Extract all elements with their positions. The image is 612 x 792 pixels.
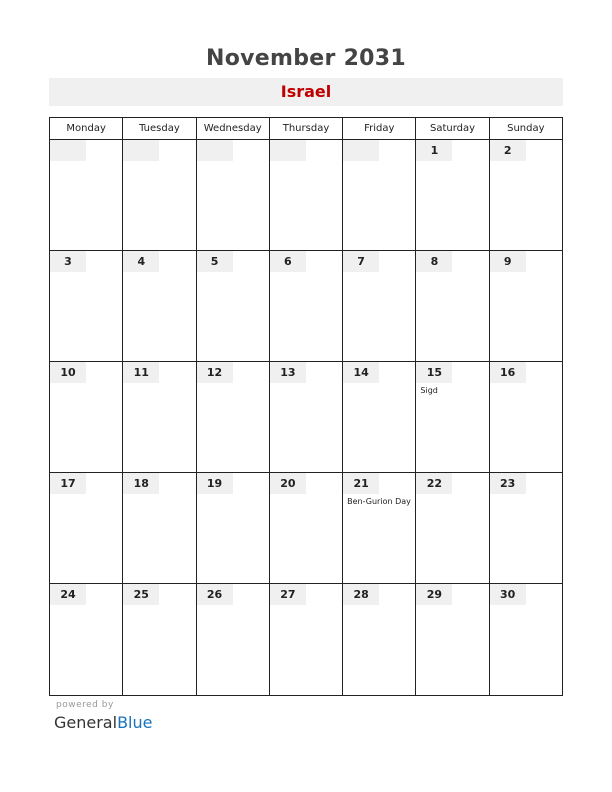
day-cell bbox=[343, 140, 416, 250]
weekday-label: Tuesday bbox=[123, 118, 196, 139]
day-number-box bbox=[197, 473, 233, 494]
day-number-box bbox=[490, 584, 526, 605]
day-cell bbox=[343, 584, 416, 695]
day-cell bbox=[197, 140, 270, 250]
country-bar bbox=[49, 78, 563, 106]
day-cell bbox=[123, 140, 196, 250]
weekday-label: Thursday bbox=[270, 118, 343, 139]
day-number-box bbox=[270, 584, 306, 605]
day-number: 8 bbox=[430, 255, 439, 268]
day-number: 18 bbox=[133, 477, 149, 490]
day-number: 22 bbox=[426, 477, 443, 490]
day-cell bbox=[197, 251, 270, 361]
day-number-box bbox=[343, 251, 379, 272]
day-number: 17 bbox=[60, 477, 76, 490]
day-cell bbox=[490, 584, 562, 695]
day-number-box bbox=[416, 140, 452, 161]
day-cell bbox=[270, 140, 343, 250]
day-number: 3 bbox=[64, 255, 72, 268]
day-number: 25 bbox=[133, 588, 149, 601]
day-number-box bbox=[490, 140, 526, 161]
day-number-box bbox=[343, 362, 379, 383]
day-number-box bbox=[416, 362, 452, 383]
week-row bbox=[50, 140, 562, 251]
day-number-box bbox=[343, 584, 379, 605]
week-row bbox=[50, 584, 562, 695]
day-cell bbox=[50, 584, 123, 695]
day-cell bbox=[490, 362, 562, 472]
day-number-box bbox=[123, 584, 159, 605]
day-number-box bbox=[343, 140, 379, 161]
day-number-box bbox=[270, 362, 306, 383]
week-row bbox=[50, 251, 562, 362]
day-number: 26 bbox=[206, 588, 223, 601]
day-number-box bbox=[416, 584, 452, 605]
day-cell bbox=[197, 584, 270, 695]
day-cell bbox=[123, 584, 196, 695]
day-number-box bbox=[50, 584, 86, 605]
day-number-box bbox=[197, 362, 233, 383]
day-number: 27 bbox=[280, 588, 296, 601]
day-number: 1 bbox=[430, 144, 439, 157]
day-number: 21 bbox=[353, 477, 369, 490]
day-number-box bbox=[490, 473, 526, 494]
day-number-box bbox=[490, 362, 526, 383]
day-cell bbox=[416, 473, 489, 583]
day-number: 4 bbox=[137, 255, 146, 268]
day-cell bbox=[50, 251, 123, 361]
day-cell bbox=[50, 140, 123, 250]
weekday-label: Monday bbox=[50, 118, 123, 139]
day-cell bbox=[343, 251, 416, 361]
day-cell bbox=[416, 362, 489, 472]
day-cell bbox=[270, 473, 343, 583]
day-number-box bbox=[416, 473, 452, 494]
week-row bbox=[50, 473, 562, 584]
day-number-box bbox=[123, 362, 159, 383]
day-number-box bbox=[343, 473, 379, 494]
day-number-box bbox=[50, 140, 86, 161]
weekday-label: Wednesday bbox=[197, 118, 270, 139]
day-cell bbox=[270, 584, 343, 695]
day-number: 2 bbox=[503, 144, 512, 157]
day-number-box bbox=[50, 251, 86, 272]
day-number-box bbox=[270, 473, 306, 494]
calendar-grid bbox=[49, 117, 563, 696]
day-number: 6 bbox=[284, 255, 292, 268]
day-cell bbox=[270, 362, 343, 472]
day-cell bbox=[197, 473, 270, 583]
day-cell bbox=[416, 584, 489, 695]
day-cell bbox=[123, 251, 196, 361]
day-number: 12 bbox=[206, 366, 223, 379]
day-cell bbox=[490, 473, 562, 583]
day-number-box bbox=[50, 473, 86, 494]
day-number: 10 bbox=[60, 366, 76, 379]
day-number-box bbox=[270, 140, 306, 161]
day-number: 13 bbox=[280, 366, 296, 379]
day-cell bbox=[416, 140, 489, 250]
day-number-box bbox=[270, 251, 306, 272]
day-number: 7 bbox=[357, 255, 365, 268]
weekday-label: Sunday bbox=[507, 123, 545, 134]
powered-by-text: powered by bbox=[56, 700, 114, 710]
logo-blue-text: Blue bbox=[117, 713, 153, 732]
day-cell bbox=[123, 362, 196, 472]
day-number: 28 bbox=[353, 588, 369, 601]
day-cell bbox=[50, 473, 123, 583]
day-cell bbox=[343, 362, 416, 472]
weekday-label: Saturday bbox=[416, 118, 489, 139]
generalblue-logo bbox=[54, 713, 152, 732]
holiday-label: Ben-Gurion Day bbox=[347, 497, 411, 506]
day-cell bbox=[270, 251, 343, 361]
day-cell bbox=[416, 251, 489, 361]
day-number: 24 bbox=[60, 588, 76, 601]
day-cell bbox=[490, 140, 562, 250]
day-number: 11 bbox=[133, 366, 149, 379]
day-number: 14 bbox=[353, 366, 369, 379]
day-cell bbox=[197, 362, 270, 472]
weekday-label: Friday bbox=[343, 118, 416, 139]
logo-general-text: General bbox=[54, 713, 118, 732]
day-number-box bbox=[197, 584, 233, 605]
day-number: 9 bbox=[503, 255, 512, 268]
day-number: 19 bbox=[206, 477, 223, 490]
day-number: 20 bbox=[280, 477, 296, 490]
country-name: Israel bbox=[280, 82, 332, 101]
day-number-box bbox=[197, 140, 233, 161]
day-number-box bbox=[416, 251, 452, 272]
day-number: 5 bbox=[210, 255, 219, 268]
day-number-box bbox=[123, 251, 159, 272]
day-cell bbox=[490, 251, 562, 361]
page-title: November 2031 bbox=[205, 46, 407, 71]
day-number: 15 bbox=[426, 366, 443, 379]
day-cell bbox=[50, 362, 123, 472]
day-cell bbox=[123, 473, 196, 583]
day-number: 30 bbox=[500, 588, 516, 601]
day-number-box bbox=[197, 251, 233, 272]
weekday-header-row bbox=[50, 118, 562, 140]
day-number-box bbox=[123, 140, 159, 161]
day-cell bbox=[343, 473, 416, 583]
day-number: 29 bbox=[426, 588, 443, 601]
day-number: 16 bbox=[500, 366, 516, 379]
day-number-box bbox=[123, 473, 159, 494]
holiday-label: Sigd bbox=[420, 386, 438, 395]
week-row bbox=[50, 362, 562, 473]
day-number-box bbox=[490, 251, 526, 272]
day-number: 23 bbox=[500, 477, 516, 490]
day-number-box bbox=[50, 362, 86, 383]
